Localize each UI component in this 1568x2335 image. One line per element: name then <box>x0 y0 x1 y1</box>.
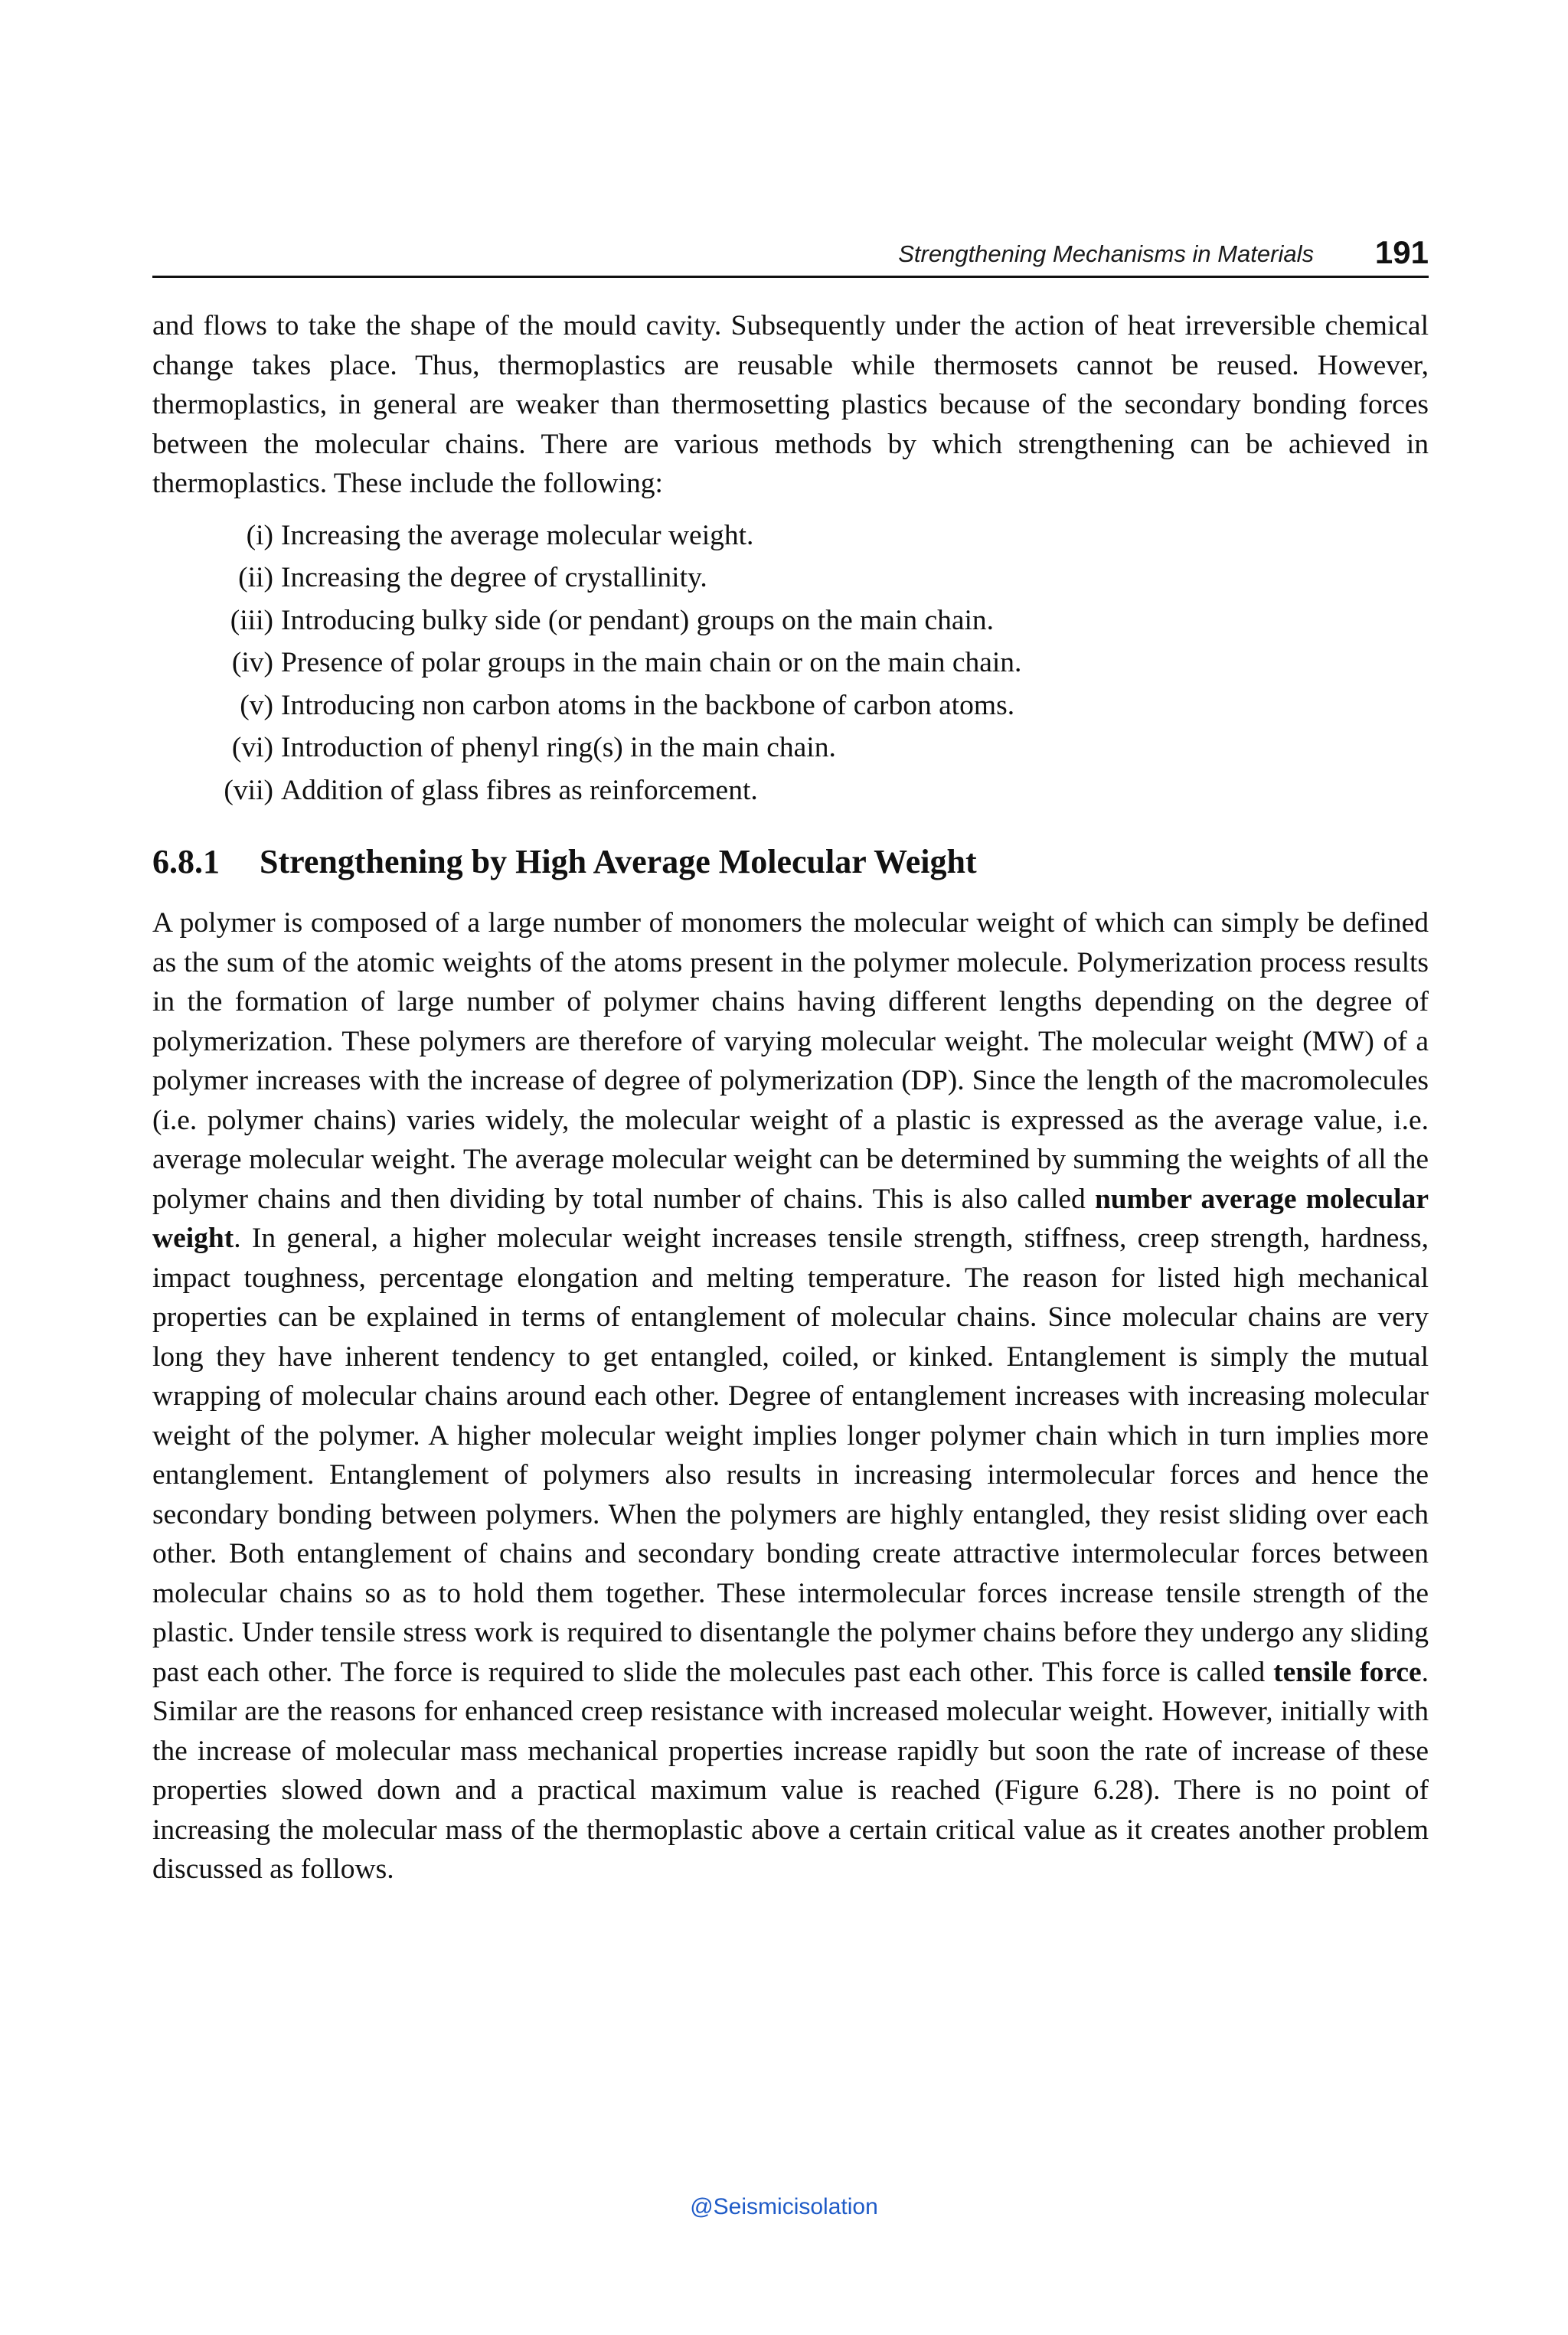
bold-term: number average molecular weight <box>152 1183 1429 1254</box>
list-item-text: Increasing the degree of crystallinity. <box>281 562 707 593</box>
list-item-text: Addition of glass fibres as reinforcement. <box>281 774 758 806</box>
intro-paragraph: and flows to take the shape of the mould cavity. Subsequently under the action of heat irreversible chemical change takes place. Thus, thermoplastics are reusable while thermosets cannot be reused. However, thermoplastics, in general are weaker than thermosetting plastics because of the secondary bonding forces between the molecular chains. There are various methods by which strengthening can be achieved in thermoplastics. These include the following: <box>152 310 1429 499</box>
page-header <box>152 230 1429 278</box>
list-item <box>152 642 1429 684</box>
list-item-number: (iv) <box>231 647 273 678</box>
list-item-number: (vi) <box>231 732 273 763</box>
list-item-number: (iii) <box>230 604 273 636</box>
list-item <box>152 514 1429 557</box>
list-item <box>152 684 1429 727</box>
page-content <box>152 306 1429 1889</box>
page-number: 191 <box>1374 234 1429 270</box>
list-item-number: (i) <box>246 519 273 551</box>
running-title: Strengthening Mechanisms in Materials <box>898 240 1314 267</box>
list-item-text: Introduction of phenyl ring(s) in the main chain. <box>281 732 836 763</box>
watermark: @Seismicisolation <box>690 2194 878 2219</box>
body-text: . In general, a higher molecular weight increases tensile strength, stiffness, creep strength, hardness, impact toughness, percentage elongation and melting temperature. The reason for listed high mechanical properties can be explained in terms of entanglement of molecular chains. Since molecular chains are very long they have inherent tendency to get entangled, coiled, or kinked. Entanglement is simply the mutual wrapping of molecular chains around each other. Degree of entanglement increases with increasing molecular weight of the polymer. A higher molecular weight implies longer polymer chain which in turn implies more entanglement. Entanglement of polymers also results in increasing intermolecular forces and hence the secondary bonding between polymers. When the polymers are highly entangled, they resist sliding over each other. Both entanglement of chains and secondary bonding create attractive intermolecular forces between molecular chains so as to hold them together. These intermolecular forces increase tensile strength of the plastic. Under tensile stress work is required to disentangle the polymer chains before they undergo any sliding past each other. The force is required to slide the molecules past each other. This force is called <box>152 1223 1429 1688</box>
section-title: Strengthening by High Average Molecular Weight <box>260 843 977 880</box>
list-item-text: Increasing the average molecular weight. <box>281 519 754 551</box>
body-text: . Similar are the reasons for enhanced creep resistance with increased molecular weight. However, initially with the increase of molecular mass mechanical properties increase rapidly but soon the rate of increase of these properties slowed down and a practical maximum value is reached (Figure 6.28). There is no point of increasing the molecular mass of the thermoplastic above a certain critical value as it creates another problem discussed as follows. <box>152 1656 1429 1885</box>
list-item-number: (vii) <box>224 774 273 806</box>
list-item-number: (ii) <box>238 562 273 593</box>
bold-term: tensile force <box>1273 1656 1422 1688</box>
methods-list <box>152 514 1429 812</box>
section-number: 6.8.1 <box>152 843 220 880</box>
body-text: A polymer is composed of a large number of monomers the molecular weight of which can simply be defined as the sum of the atomic weights of the atoms present in the polymer molecule. Polymerization process results in the formation of large number of polymer chains having different lengths depending on the degree of polymerization. These polymers are therefore of varying molecular weight. The molecular weight (MW) of a polymer increases with the increase of degree of polymerization (DP). Since the length of the macromolecules (i.e. polymer chains) varies widely, the molecular weight of a plastic is expressed as the average value, i.e. average molecular weight. The average molecular weight can be determined by summing the weights of all the polymer chains and then dividing by total number of chains. This is also called <box>152 907 1429 1215</box>
list-item-text: Introducing bulky side (or pendant) groups on the main chain. <box>281 604 995 636</box>
body-paragraph <box>152 903 1429 1889</box>
list-item-text: Presence of polar groups in the main chain or on the main chain. <box>281 647 1022 678</box>
list-item-text: Introducing non carbon atoms in the backbone of carbon atoms. <box>281 689 1015 721</box>
list-item <box>152 727 1429 769</box>
list-item <box>152 599 1429 642</box>
list-item-number: (v) <box>240 689 273 721</box>
list-item <box>152 769 1429 812</box>
list-item <box>152 557 1429 599</box>
section-heading <box>152 841 1429 883</box>
